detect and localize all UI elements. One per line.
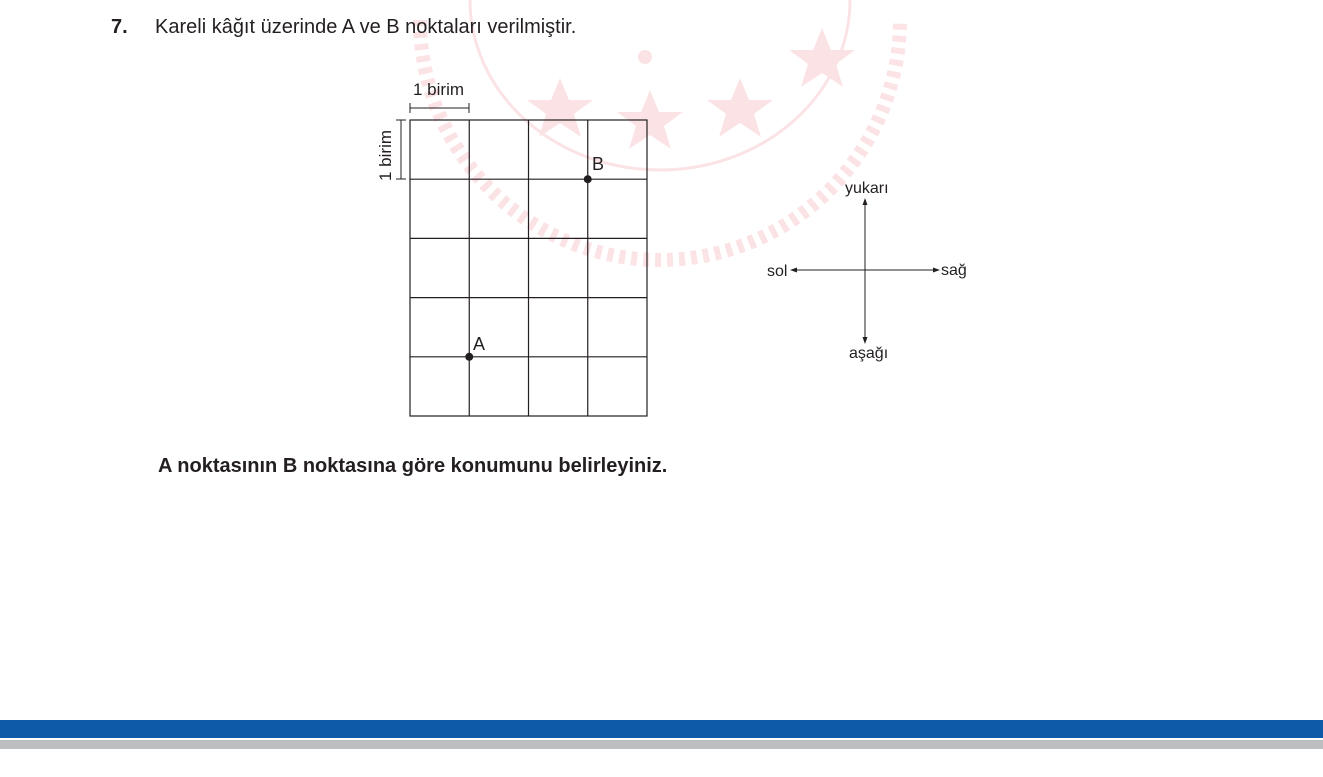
compass-right-label: sağ [941,262,967,279]
compass-up-label: yukarı [845,180,889,197]
compass-left-label: sol [767,263,788,280]
unit-marker-top [410,103,469,113]
direction-compass [790,198,940,344]
point-b-label: B [592,154,605,174]
arrow-down-icon [863,337,868,344]
footer-band-blue [0,720,1323,738]
point-a-dot [465,353,473,361]
arrow-left-icon [790,268,797,273]
point-b-dot [584,175,592,183]
compass-down-label: aşağı [849,345,889,362]
arrow-right-icon [933,268,940,273]
arrow-up-icon [863,198,868,205]
unit-label-top: 1 birim [413,80,465,99]
footer-band-gray [0,740,1323,749]
unit-label-left: 1 birim [376,129,395,181]
question-number: 7. [111,16,128,38]
question-prompt: A noktasının B noktasına göre konumunu belirleyiniz. [158,455,668,477]
question-text: Kareli kâğıt üzerinde A ve B noktaları verilmiştir. [155,16,577,38]
square-grid [410,120,647,416]
point-a-label: A [473,334,486,354]
unit-marker-left [396,120,406,179]
